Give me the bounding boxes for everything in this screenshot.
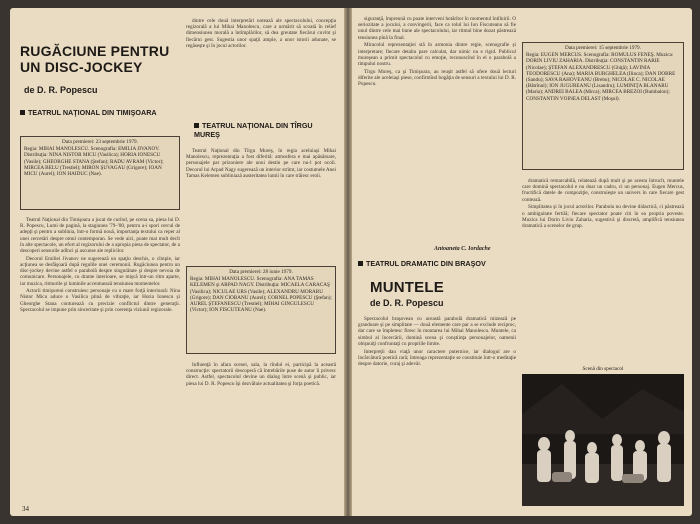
section-bullet-icon xyxy=(358,261,363,266)
paragraph: Miracolul reprezentaţiei stă în armonia dintre regie, scenografie şi interpretare; fiecare detaliu pare calculat, dar nimic nu e rigid. Publicul mureşean a primit spectacolul cu emoţie, recunoscînd în el o parabolă a timpului nostru. xyxy=(358,42,516,67)
paragraph: Simplitatea şi în jocul actorilor. Parabola nu devine didactică, ci păstrează o ambiguitate fertilă; fiecare spectator poate citi în ea propria poveste. Muzica lui Dorin Liviu Zaharia, sugestivă şi discretă, amplifică tensiunea dramatică a scenelor de grup. xyxy=(522,204,684,229)
paragraph: Teatrul Naţional din Tîrgu Mureş, în regia aceluiaşi Mihai Manolescu, reprezentaţia a fost diferită: atmosfera e mai apăsătoare, personajele par prizoniere ale unui destin pe care nu-l pot ocoli. Decorul lui Arpad Nagy sugerează un interior strîmt, iar costumele Anei Tamas Kelemen subliniază austeritatea lumii în care trăiesc eroii. xyxy=(186,148,336,179)
section-bullet-icon xyxy=(194,123,199,128)
column-left-2-bottom xyxy=(186,362,336,508)
credits-box-brasov xyxy=(522,42,684,170)
premiere-date: Data premierei: 28 iunie 1979. xyxy=(229,269,293,275)
paragraph: Influenţă în afara scenei, sala, la rîndul ei, participă la această construcţie: spectatorii descoperă că întrebările puse de autor îi privesc direct. Astfel, spectacolul devine un dialog între scenă şi public, iar piesa lui D. R. Popescu îşi dezvăluie actualitatea şi forţa poetică. xyxy=(186,362,336,387)
column-left-2-top xyxy=(186,18,336,114)
section-bullet-icon xyxy=(20,110,25,115)
column-right-1-bottom xyxy=(358,316,516,508)
section-heading-text: TEATRUL DRAMATIC DIN BRAŞOV xyxy=(366,259,486,268)
right-page xyxy=(352,8,692,516)
column-left-1 xyxy=(20,217,180,507)
paragraph: Actorii timişoreni construiesc personaje cu o mare forţă interioară: Nina Nistor Micu aduce o Vasilica plină de vibraţie, iar Horia Ionescu şi Gheorghe Stana conturează cu precizie conflictul dintre generaţii. Spectacolul se impune prin sinceritate şi prin coerenţa viziunii regizorale. xyxy=(20,288,180,313)
article-author: de D. R. Popescu xyxy=(24,85,98,95)
premiere-date: Data premierei: 23 septembrie 1979. xyxy=(62,139,138,145)
column-left-2-mid xyxy=(186,148,336,258)
left-page xyxy=(10,8,344,516)
paragraph: Interpreţii dau viaţă unor caractere puternice, iar dialogul are o încărcătură poetică rară; întreaga reprezentaţie se constituie într-o meditaţie despre datorie, curaj şi adevăr. xyxy=(358,348,516,367)
paragraph: Spectacolul braşovean cu această parabolă dramatică mizează pe grandoare şi pe simplitate — două elemente care par a se exclude reciproc, dar care se împletesc firesc în montarea lui Mihai Manolescu. Muntele, ca simbol al încercării, domină scena şi conştiinţa personajelor, oamenii obişnuiţi confruntaţi cu propriile limite. xyxy=(358,316,516,347)
paragraph: Tîrgu Mureş, ca şi Timişoara, au reuşit astfel să ofere două lecturi diferite ale aceleiaşi piese, confirmînd bogăţia de sensuri a textului lui D. R. Popescu. xyxy=(358,68,516,88)
photo-caption: Scenă din spectacol xyxy=(582,366,624,372)
credits-text: Regia: MIHAI MANOLESCU. Scenografia: EMILIA JIVANOV. Distribuţia: NINA NISTOR MICU (Vasilica); HORIA IONESCU (Vasile); GHEORGHE STANA (Ştefan); RADU AVRAM (Victor); MIRCEA BELU (Trestiel); MIRON ŞUVAGAU (Grigore); IOAN MICU (Aurel); ION HAIDUC (Nae). xyxy=(24,146,164,178)
paragraph: dintre cele două interpretări notează ale spectacolului, concepţia regizorală a lui Mihai Manolescu, care a urmărit să scoată în relief dimensiunea morală a întîmplărilor, să dea greutate fiecărui cuvînt şi fiecărui gest. Sugestia unor spaţii ample, a unor istorii adunate, se regăseşte şi în jocul actorilor. xyxy=(186,18,336,49)
stage-photo-image xyxy=(522,374,684,506)
gutter xyxy=(344,8,352,516)
credits-text: Regia: EUGEN MERCUS. Scenografia: ROMULUS FENEŞ. Muzica: DORIN LIVIU ZAHARIA. Distribuţia: CONSTANTIN RARIE (Nicolae); ŞTEFAN ALEXANDRESCU (Ghiţă); LAVINIA TEODORESCU (Ana); MARIA BURGHELEA (Ilinca); DAN DOBRE (Sandu); SAVA RAHOVEANU (Brebu); NICOLAE C. NICOLAE (Bătrînul); ION JUGUREANU (Lisandru); LUMINIŢA BLANARU (Maria); ANDREI BALEA (Mirca); MIRCEA BREZOI (Bumbalon); CONSTANTIN VOINEA DELAST (Moşul). xyxy=(526,52,676,102)
article-author: de D. R. Popescu xyxy=(370,298,444,308)
article-signature: Antoaneta C. Iordache xyxy=(434,246,491,252)
paragraph: siguranţă, împreună cu poate interveni hotărîtor în momentul întîlnirii. O seriozitate a jocului, a convingerii, face ca rolul lui Ion Fiscuteanu să fie unul dintre cele mai bune ale spectacolului, iar ritmul bine dozat păstrează tensiunea pînă la final. xyxy=(358,16,516,41)
section-heading-brasov xyxy=(358,260,518,269)
paragraph: Teatrul Naţional din Timişoara a jucat de curînd, pe scena sa, piesa lui D. R. Popescu, Lumi de pagină, la stagiunea '79–'80, pentru a-i spori cercul de adepţi şi pentru a sublinia, într-o formă nouă, importanţa textului ca reper al unei cercetări despre omul contemporan. Se vede aici, poate mai mult decît în alte spectacole, un efort al regizorului de a apropia piesa de spectator, de a descoperi sensurile adînci şi ascunse ale replicilor. xyxy=(20,217,180,255)
paragraph: dramatică remarcabilă, relatează după mult şi pe acesta întrucît, muntele care domină spectacolul e nu doar un cadru, ci un personaj. Eugen Mercus, fructifică datele de compoziţie, construieşte un univers în care fiecare gest contează. xyxy=(522,178,684,203)
page-number: 34 xyxy=(22,505,29,513)
credits-box-timisoara xyxy=(20,136,180,210)
article-title-muntele: MUNTELE xyxy=(370,279,444,296)
article-title-line1: RUGĂCIUNE PENTRU xyxy=(20,43,170,59)
paragraph: Decorul Emiliei Jivanov ne sugerează un spaţiu deschis, o cîmpie, iar acţiunea se desfăşoară după regulile unei ceremonii. Rugăciunea pentru un disc-jockey devine astfel o parabolă despre singurătate şi despre nevoia de comunicare. Personajele, cu drame interioare, se mişcă într-un ritm aparte, iar muzica, ritmurile şi luminile accentuează tensiunea momentelor. xyxy=(20,255,180,287)
section-heading-text: TEATRUL NAŢIONAL DIN TÎRGU MUREŞ xyxy=(194,121,313,139)
column-right-2 xyxy=(522,178,684,360)
section-heading-text: TEATRUL NAŢIONAL DIN TIMIŞOARA xyxy=(28,108,157,117)
section-heading-timisoara xyxy=(20,109,180,118)
section-heading-tirgu-mures xyxy=(194,122,336,139)
column-right-1-top xyxy=(358,16,516,246)
credits-box-tirgu-mures xyxy=(186,266,336,354)
credits-text: Regia: MIHAI MANOLESCU. Scenografia: ANA TAMAS KELEMEN şi ARPAD NAGY. Distribuţia: MICAELA CARACAŞ (Vasilica); NICULAE URS (Vasile); ALEXANDRU MORARU (Grigore); DAN CIOBANU (Aurel); CORNEL POPESCU (Ştefan); AUREL ŞTEFANESCU (Trestiel); MIHAI GINGULESCU (Victor); ION FISCUTEANU (Nae). xyxy=(190,276,332,314)
stage-photo xyxy=(522,374,684,506)
premiere-date: Data premierei: 15 septembrie 1979. xyxy=(565,45,641,51)
article-title-line2: UN DISC-JOCKEY xyxy=(20,59,143,75)
